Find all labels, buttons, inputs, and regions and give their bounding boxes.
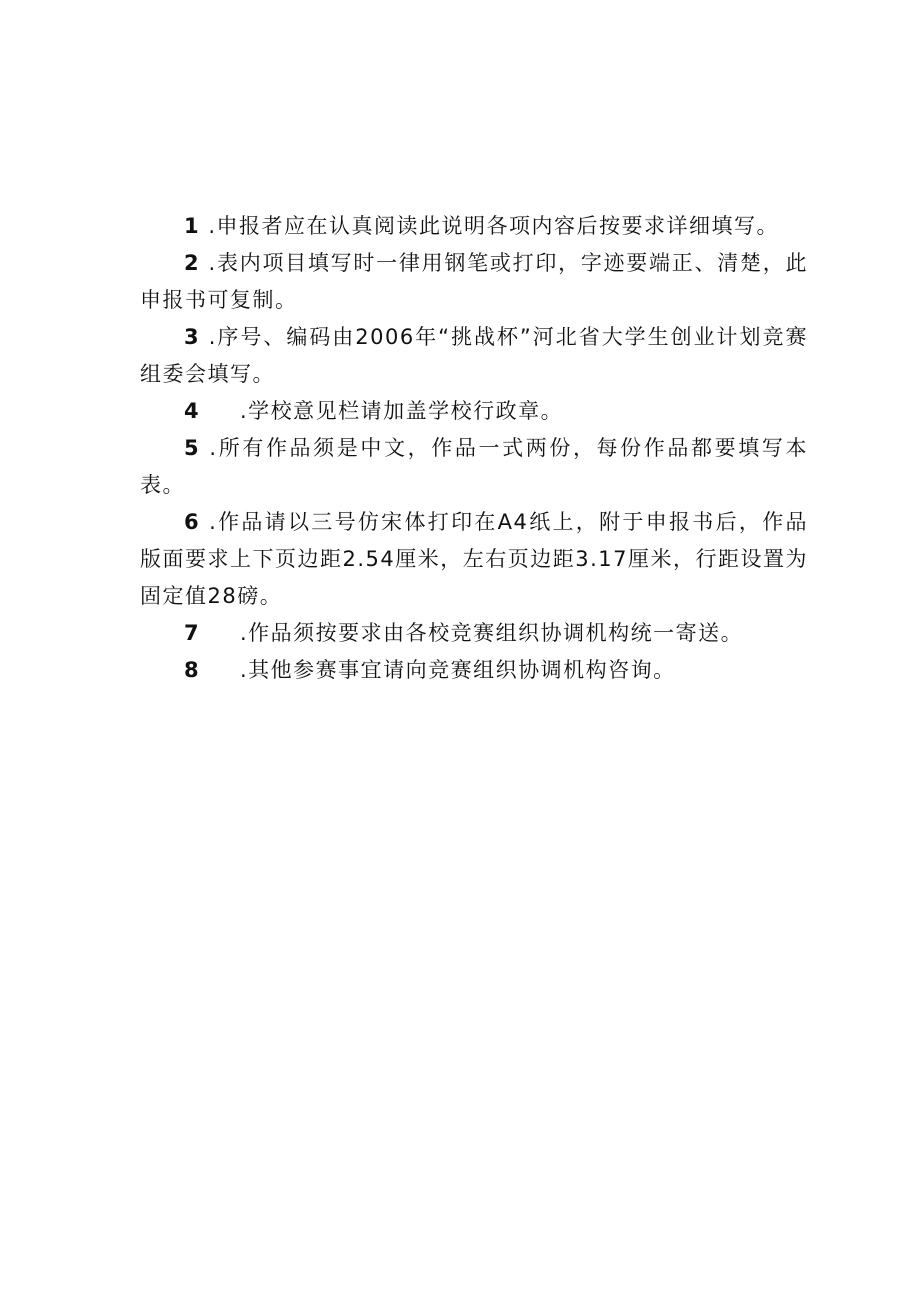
instruction-item-2 xyxy=(140,245,808,319)
instruction-item-1 xyxy=(140,208,808,245)
item-number: 6 xyxy=(184,510,201,534)
item-text: .申报者应在认真阅读此说明各项内容后按要求详细填写。 xyxy=(208,214,779,238)
instruction-item-6 xyxy=(140,504,808,615)
item-text: .所有作品须是中文，作品一式两份，每份作品都要填写本表。 xyxy=(140,436,808,497)
item-text: .其他参赛事宜请向竞赛组织协调机构咨询。 xyxy=(240,658,676,682)
instruction-item-4 xyxy=(140,393,808,430)
item-number: 4 xyxy=(184,399,201,423)
item-text: .序号、编码由2006年“挑战杯”河北省大学生创业计划竞赛组委会填写。 xyxy=(140,325,808,386)
item-number: 2 xyxy=(184,251,201,275)
item-text: .作品请以三号仿宋体打印在A4纸上，附于申报书后，作品版面要求上下页边距2.54厘米，左右页边距3.17厘米，行距设置为固定值28磅。 xyxy=(140,510,809,608)
instructions-list xyxy=(140,208,808,689)
item-number: 5 xyxy=(184,436,201,460)
instruction-item-7 xyxy=(140,615,808,652)
item-text: .学校意见栏请加盖学校行政章。 xyxy=(240,399,564,423)
item-number: 1 xyxy=(184,214,201,238)
item-text: .表内项目填写时一律用钢笔或打印，字迹要端正、清楚，此申报书可复制。 xyxy=(140,251,808,312)
instruction-item-8 xyxy=(140,652,808,689)
item-text: .作品须按要求由各校竞赛组织协调机构统一寄送。 xyxy=(240,621,744,645)
item-number: 7 xyxy=(184,621,201,645)
item-number: 3 xyxy=(184,325,201,349)
instruction-item-5 xyxy=(140,430,808,504)
item-number: 8 xyxy=(184,658,201,682)
instruction-item-3 xyxy=(140,319,808,393)
